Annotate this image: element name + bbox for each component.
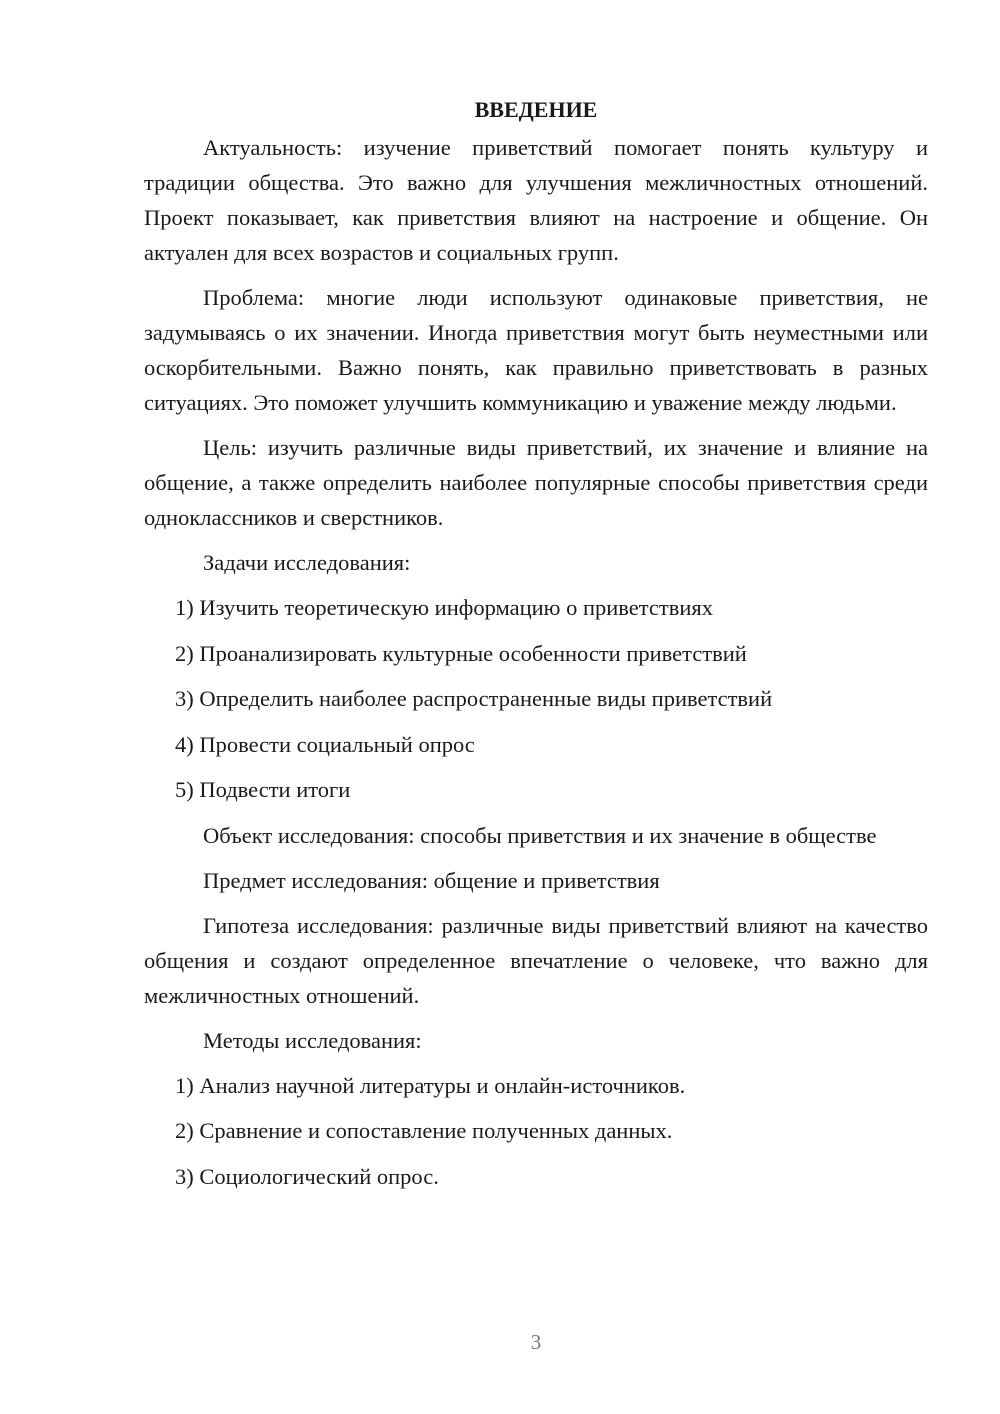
list-item: 2) Сравнение и сопоставление полученных данных. (175, 1118, 673, 1143)
methods-list (144, 1068, 928, 1194)
problem-paragraph: Проблема: многие люди используют одинаковые приветствия, не задумываясь о их значении. Иногда приветствия могут быть неуместными или оскорбительными. Важно понять, как правильно приветствовать в разных ситуациях. Это поможет улучшить коммуникацию и уважение между людьми. (144, 285, 928, 415)
tasks-list (144, 590, 928, 807)
list-item: 5) Подвести итоги (175, 777, 351, 802)
document-page (144, 90, 928, 1204)
list-item: 2) Проанализировать культурные особенности приветствий (175, 640, 747, 666)
list-item: 4) Провести социальный опрос (175, 731, 475, 757)
methods-heading: Методы исследования: (203, 1027, 422, 1053)
page-number: 3 (530, 1330, 542, 1354)
tasks-heading: Задачи исследования: (203, 550, 411, 575)
relevance-paragraph: Актуальность: изучение приветствий помогает понять культуру и традиции общества. Это важно для улучшения межличностных отношений. Проект показывает, как приветствия влияют на настроение и общение. Он актуален для всех возрастов и социальных групп. (144, 135, 928, 265)
goal-paragraph: Цель: изучить различные виды приветствий, их значение и влияние на общение, а также определить наиболее популярные способы приветствия среди одноклассников и сверстников. (144, 435, 928, 530)
list-item: 1) Изучить теоретическую информацию о приветствиях (175, 595, 713, 620)
list-item: 3) Определить наиболее распространенные виды приветствий (175, 686, 773, 711)
hypothesis-paragraph: Гипотеза исследования: различные виды приветствий влияют на качество общения и создают определенное впечатление о человеке, что важно для межличностных отношений. (144, 912, 928, 1008)
list-item: 3) Социологический опрос. (175, 1163, 439, 1189)
section-title: ВВЕДЕНИЕ (474, 97, 598, 122)
subject-paragraph: Предмет исследования: общение и приветствия (203, 867, 660, 893)
object-paragraph: Объект исследования: способы приветствия и их значение в обществе (203, 822, 877, 848)
list-item: 1) Анализ научной литературы и онлайн-источников. (175, 1072, 686, 1098)
